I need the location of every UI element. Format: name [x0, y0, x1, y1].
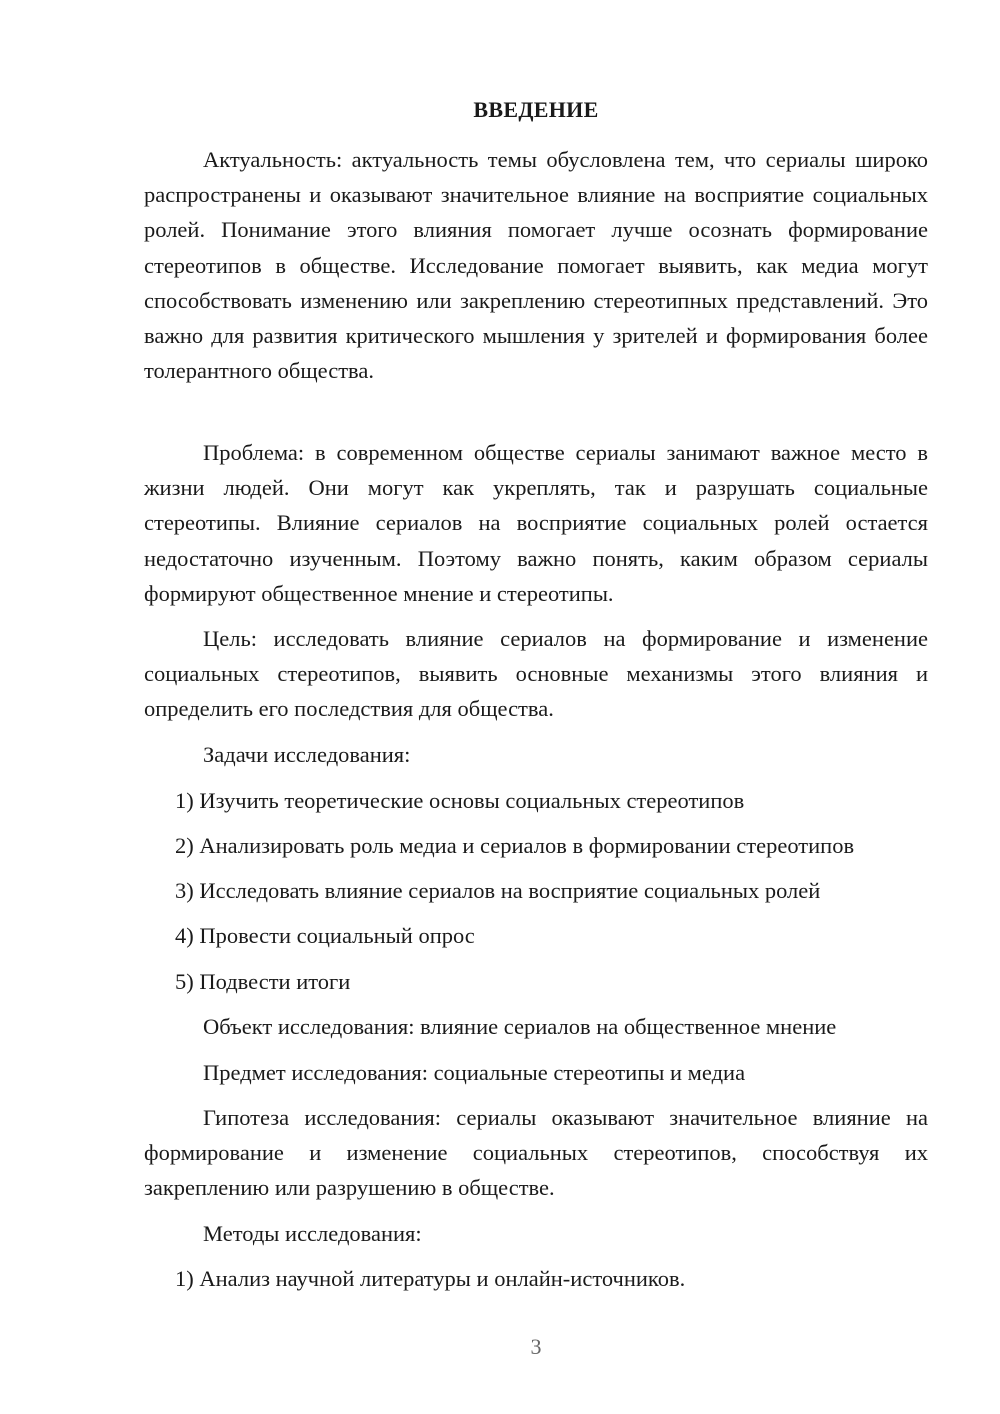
problem-text: Проблема: в современном обществе сериалы занимают важное место в жизни людей. Они могут как укреплять, так и разрушать социальные стереотипы. Влияние сериалов на восприятие социальных ролей остается недостаточно изученным. Поэтому важно понять, каким образом сериалы формируют общественное мнение и стереотипы. — [144, 440, 928, 606]
page-number: 3 — [530, 1334, 542, 1359]
task-item-5: 5) Подвести итоги — [175, 969, 351, 994]
relevance-text: Актуальность: актуальность темы обусловлена тем, что сериалы широко распространены и оказывают значительное влияние на восприятие социальных ролей. Понимание этого влияния помогает лучше осознать формирование стереотипов в обществе. Исследование помогает выявить, как медиа могут способствовать изменению или закреплению стереотипных представлений. Это важно для развития критического мышления у зрителей и формирования более толерантного общества. — [144, 147, 928, 384]
goal-text: Цель: исследовать влияние сериалов на формирование и изменение социальных стереотипов, выявить основные механизмы этого влияния и определить его последствия для общества. — [144, 626, 928, 722]
hypothesis-paragraph — [144, 1100, 928, 1206]
relevance-paragraph — [144, 142, 928, 388]
hypothesis-text: Гипотеза исследования: сериалы оказывают значительное влияние на формирование и изменение социальных стереотипов, способствуя их закреплению или разрушению в обществе. — [144, 1105, 928, 1201]
methods-heading: Методы исследования: — [203, 1221, 422, 1246]
task-item-1: 1) Изучить теоретические основы социальных стереотипов — [175, 788, 745, 813]
task-item-2: 2) Анализировать роль медиа и сериалов в формировании стереотипов — [175, 833, 855, 858]
method-item-1: 1) Анализ научной литературы и онлайн-источников. — [175, 1266, 686, 1291]
problem-paragraph — [144, 435, 928, 611]
task-item-3: 3) Исследовать влияние сериалов на восприятие социальных ролей — [175, 878, 821, 903]
research-subject: Предмет исследования: социальные стереотипы и медиа — [203, 1060, 746, 1085]
goal-paragraph — [144, 621, 928, 727]
task-item-4: 4) Провести социальный опрос — [175, 923, 475, 948]
research-object: Объект исследования: влияние сериалов на общественное мнение — [203, 1014, 837, 1039]
section-heading: ВВЕДЕНИЕ — [473, 97, 599, 122]
tasks-heading: Задачи исследования: — [203, 742, 411, 767]
